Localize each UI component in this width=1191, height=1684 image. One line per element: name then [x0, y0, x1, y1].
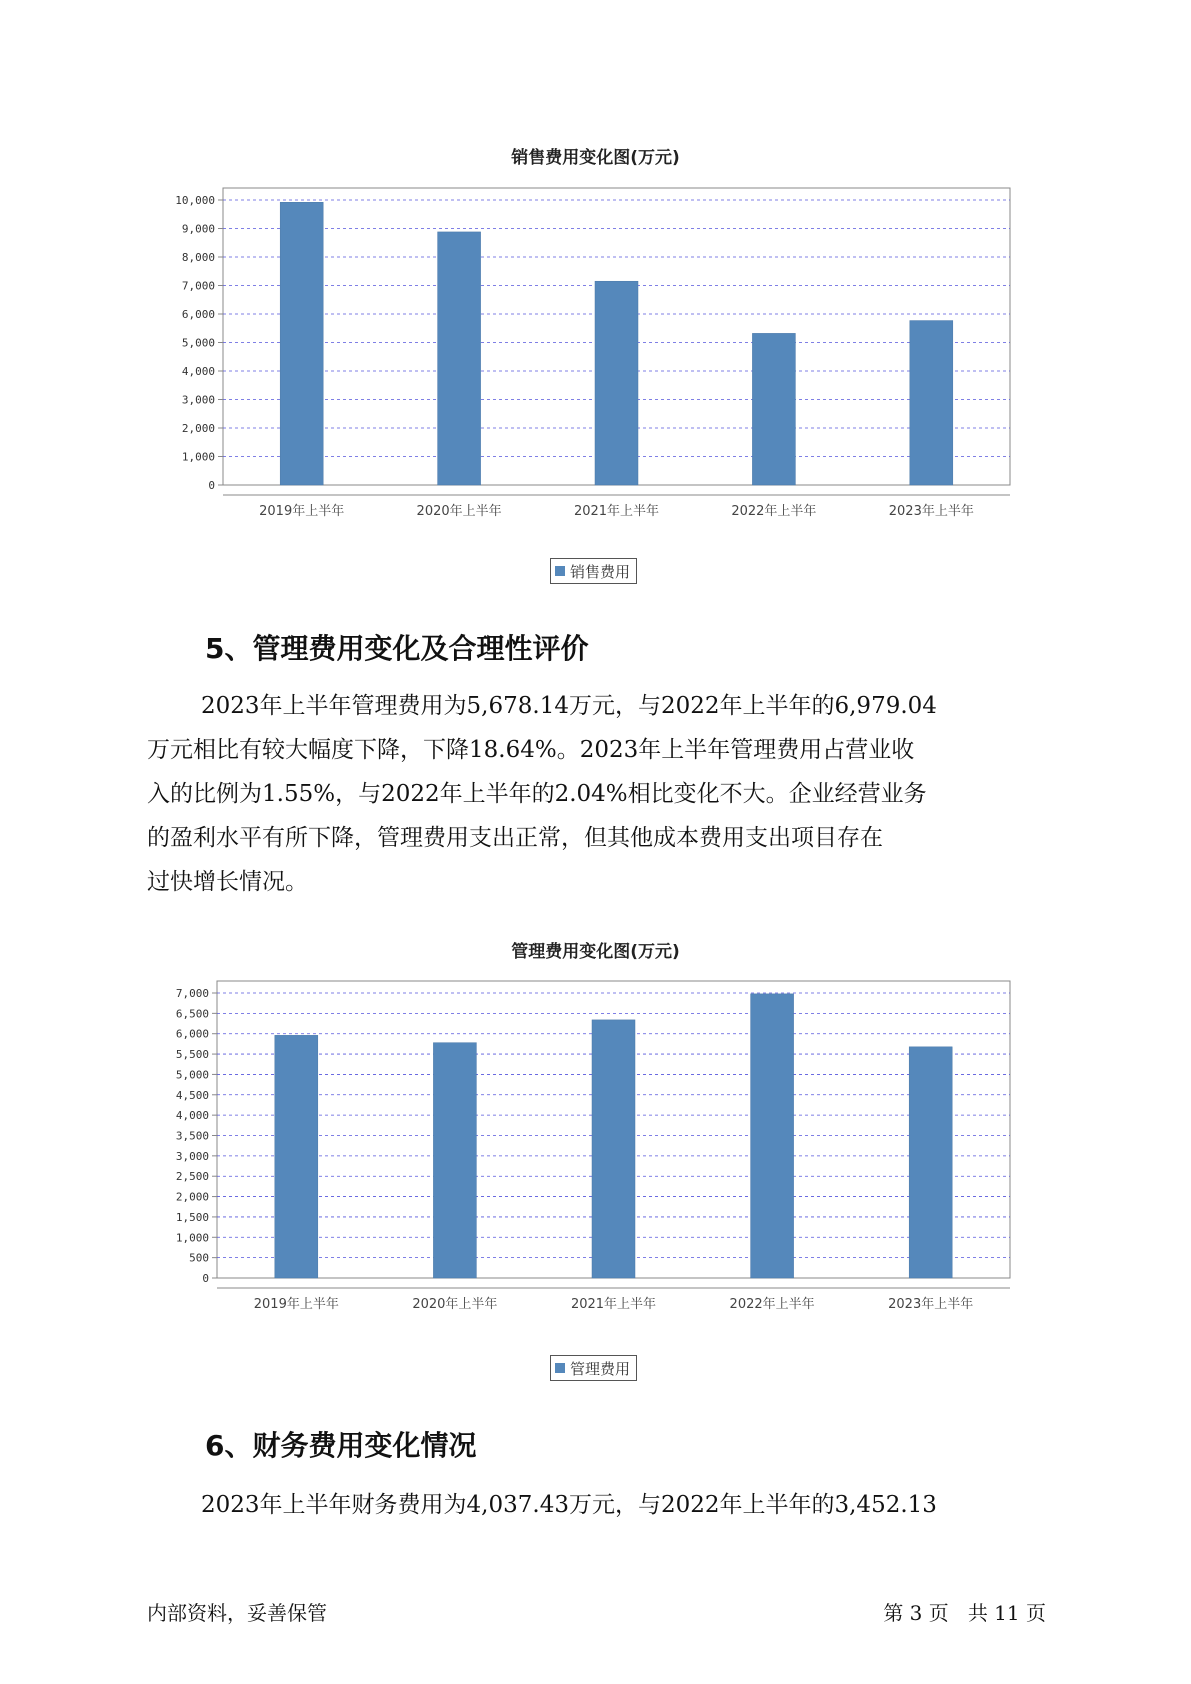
page-number: 第 3 页 共 11 页 [883, 1601, 1046, 1625]
bar [280, 202, 323, 485]
bar [433, 1043, 476, 1278]
sales-expense-chart [0, 170, 1191, 520]
y-tick-label: 2,500 [175, 1170, 209, 1184]
paragraph-line: 过快增长情况。 [147, 869, 308, 895]
y-tick-label: 4,500 [175, 1088, 209, 1102]
paragraph-line: 万元相比有较大幅度下降，下降18.64%。2023年上半年管理费用占营业收 [147, 737, 915, 763]
chart-legend [550, 1355, 637, 1381]
bar [909, 1047, 952, 1278]
x-tick-label: 2021年上半年 [573, 504, 660, 519]
y-tick-label: 6,500 [175, 1007, 209, 1021]
section-paragraph [147, 684, 1047, 904]
bar [910, 321, 953, 485]
bar [751, 994, 794, 1278]
y-tick-label: 1,000 [181, 450, 215, 464]
y-tick-label: 6,000 [181, 308, 215, 321]
x-tick-label: 2022年上半年 [731, 504, 817, 519]
paragraph-line: 的盈利水平有所下降，管理费用支出正常，但其他成本费用支出项目存在 [147, 825, 883, 851]
y-tick-label: 0 [202, 1272, 209, 1285]
y-tick-label: 9,000 [181, 222, 215, 236]
y-tick-label: 2,000 [175, 1190, 209, 1204]
paragraph-line: 入的比例为1.55%，与2022年上半年的2.04%相比变化不大。企业经营业务 [147, 781, 927, 807]
y-tick-label: 0 [208, 479, 215, 492]
x-tick-label: 2019年上半年 [259, 504, 345, 519]
y-tick-label: 4,000 [175, 1109, 209, 1123]
y-tick-label: 5,500 [175, 1048, 209, 1062]
y-tick-label: 10,000 [175, 194, 215, 207]
y-tick-label: 1,000 [175, 1231, 209, 1245]
section-paragraph [147, 1483, 1047, 1527]
y-tick-label: 3,000 [181, 393, 215, 407]
legend-swatch [555, 1363, 565, 1373]
bar [752, 333, 795, 485]
y-tick-label: 500 [189, 1251, 209, 1265]
chart-title: 销售费用变化图(万元) [511, 148, 680, 168]
y-tick-label: 6,000 [175, 1027, 209, 1041]
section-heading: 5、管理费用变化及合理性评价 [205, 632, 589, 665]
y-tick-label: 3,500 [175, 1129, 209, 1143]
bar [275, 1035, 318, 1278]
paragraph-line: 2023年上半年管理费用为5,678.14万元，与2022年上半年的6,979.04 [201, 693, 937, 719]
x-tick-label: 2021年上半年 [570, 1297, 657, 1312]
x-tick-label: 2022年上半年 [729, 1297, 815, 1312]
bar [595, 281, 638, 485]
x-tick-label: 2023年上半年 [888, 504, 974, 519]
bar [592, 1020, 635, 1278]
y-tick-label: 4,000 [181, 365, 215, 378]
y-tick-label: 7,000 [181, 279, 215, 293]
paragraph-line: 2023年上半年财务费用为4,037.43万元，与2022年上半年的3,452.13 [201, 1492, 937, 1518]
y-tick-label: 5,000 [181, 336, 215, 350]
footer-confidential: 内部资料，妥善保管 [147, 1601, 327, 1625]
y-tick-label: 1,500 [175, 1210, 209, 1224]
x-tick-label: 2023年上半年 [888, 1297, 974, 1312]
chart-legend [550, 558, 637, 584]
y-tick-label: 2,000 [181, 422, 215, 435]
x-tick-label: 2020年上半年 [412, 1297, 498, 1312]
x-tick-label: 2019年上半年 [253, 1297, 339, 1312]
y-tick-label: 5,000 [175, 1068, 209, 1082]
legend-swatch [555, 566, 565, 576]
y-tick-label: 7,000 [175, 987, 209, 1000]
legend-label: 管理费用 [570, 1359, 631, 1378]
y-tick-label: 3,000 [175, 1149, 209, 1163]
bar [438, 232, 481, 485]
section-heading: 6、财务费用变化情况 [205, 1429, 477, 1462]
management-expense-chart [0, 965, 1191, 1315]
legend-label: 销售费用 [570, 562, 631, 581]
chart-title: 管理费用变化图(万元) [511, 942, 680, 962]
x-tick-label: 2020年上半年 [416, 504, 502, 519]
y-tick-label: 8,000 [181, 251, 215, 264]
